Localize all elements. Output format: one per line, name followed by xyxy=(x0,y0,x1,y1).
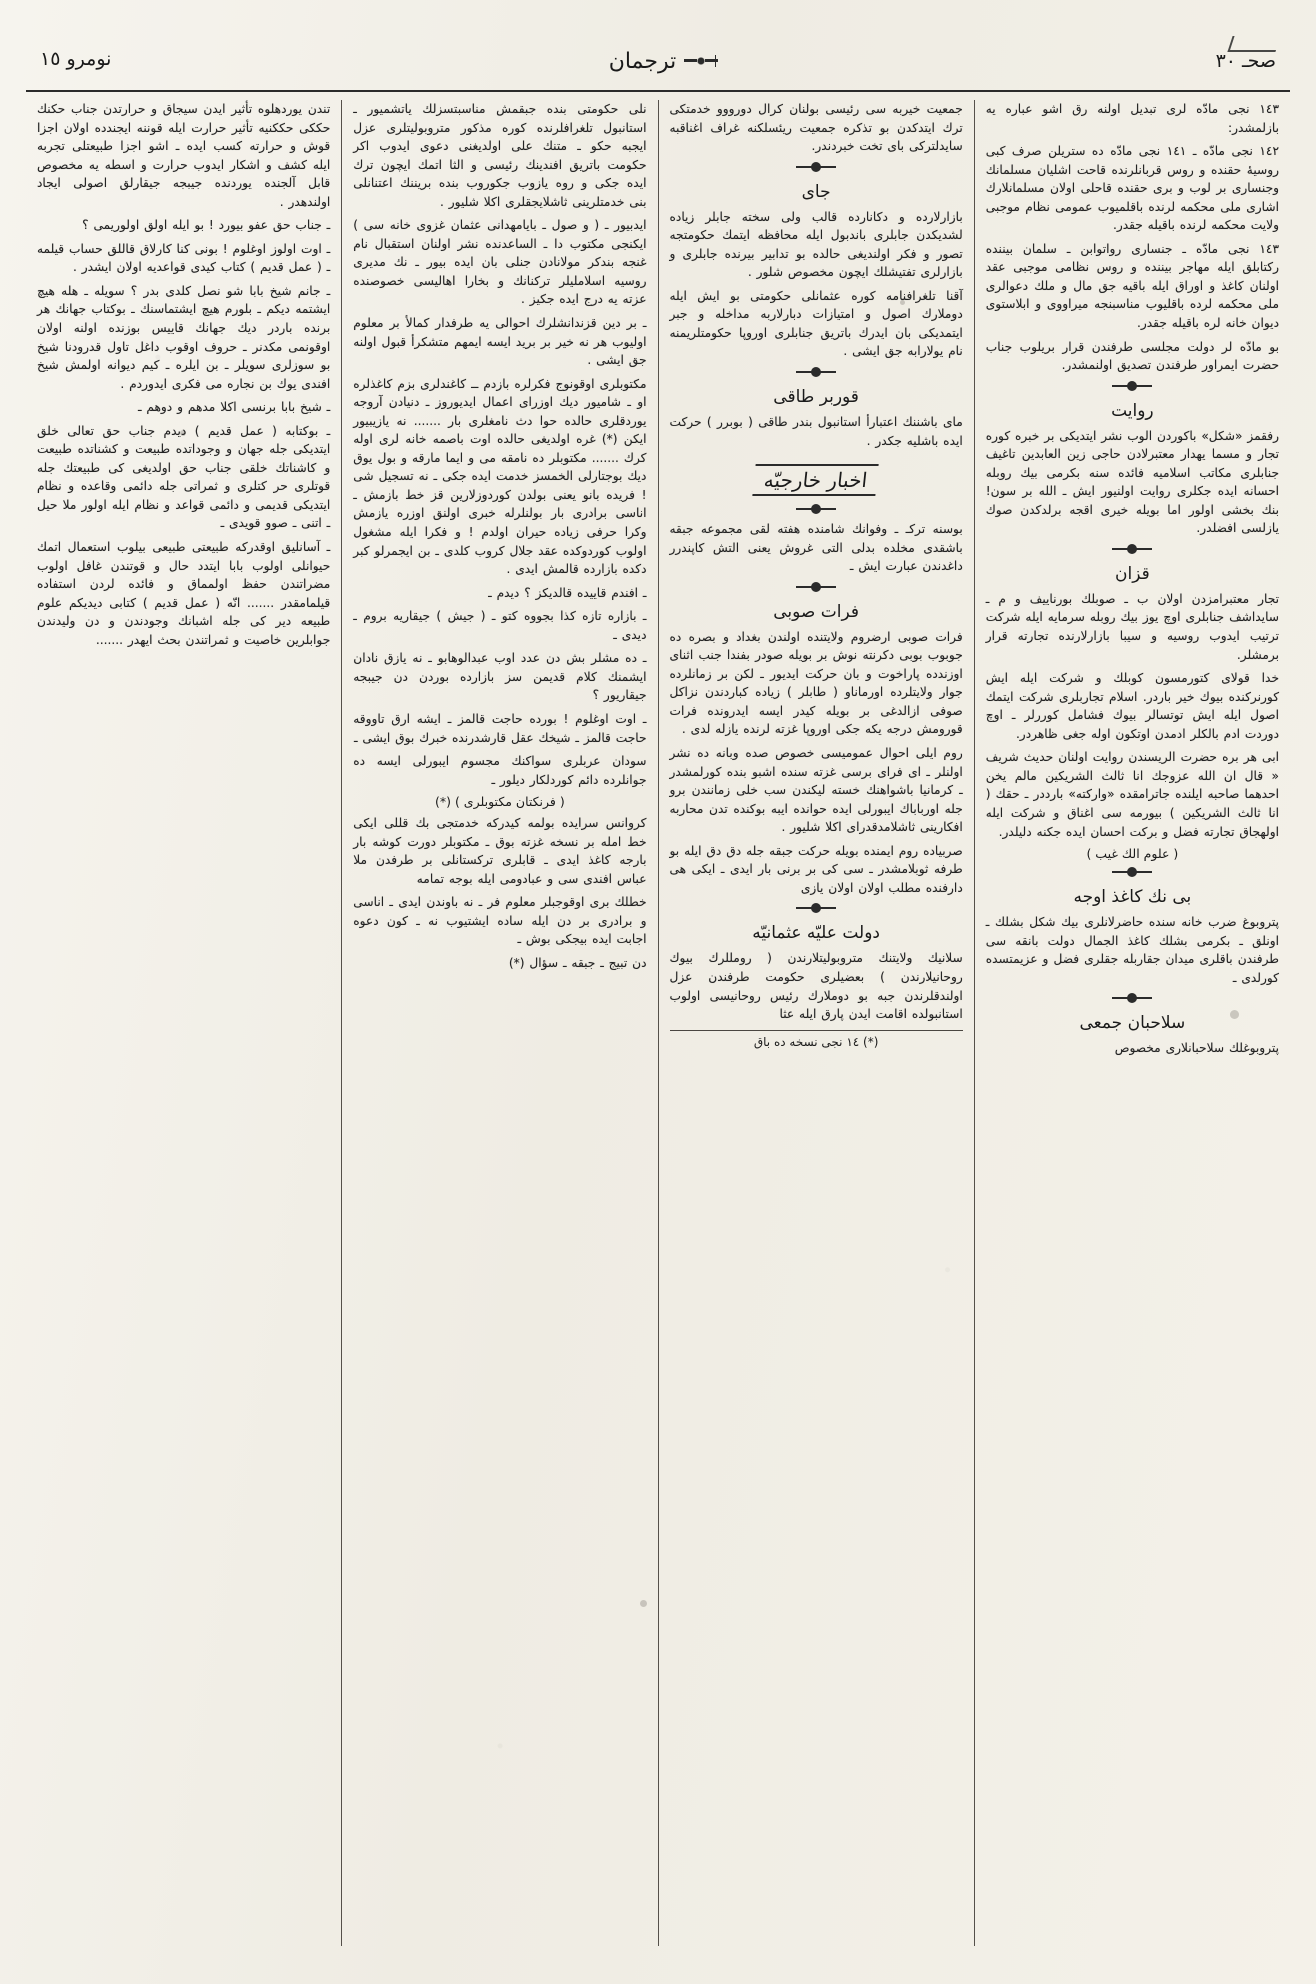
body-paragraph: ـ آسانلیق اوقدركه طبیعتی طبیعی بیلوب استعمال اتمك حیوانلی اولوب بابا ایتدد حال و قوتندن غافل اولوب مضراتندن حفظ اولمماق و فائده لردن استفاده قیلمامقدر ....... انّه ( عمل قدیم ) كتابی دیدیكم علوم طبیعه دیر كی جله اشبانك وجودندن و دن ولیدندن جوابلرین خاصیت و ثمراتندن بحث ایهدر ....... xyxy=(37,540,331,647)
body-paragraph: پتروبوغلك سلاحبانلاری مخصوص xyxy=(1114,1041,1279,1056)
headline-text: فرات صوبی xyxy=(773,601,859,622)
body-paragraph: خدا قولای کتورمسون کوبلك و شرکت ایله ایش کورنرکنده بیوك خیر باردر. اسلام تجاربلری شرکت ایتمك اصول ایله ایش توتسالر بیوك فشامل کوررلر ـ اوچ دوردت ادم بالکلر ادمدن اوتکون اوله جغی ظاهردر. xyxy=(985,671,1279,741)
headline-divider-icon xyxy=(670,582,963,592)
body-paragraph: ـ اوت اولوز اوغلوم ! بونی كنا كارلاق قاللق حساب قیلمه ـ ( عمل قدیم ) كتاب كیدی قواعدیه اولان ایشدر . xyxy=(37,241,331,275)
body-paragraph: مكتوبلری اوقونوج فكرلره بازدم ــ كاغندلری بزم كاغذلره او ـ شامیور دیك اوزرای اعمال ایدیوروز ـ دنیادن آروجه یوردقلری حالده حوا دث نامغلری بار ....... نه یازیبیور ایكن (*) غره اولدیغی حالده اوت باصمه خانه لری اوله كرك ....... مكتوبلر ده نامقه می و ایما مارقه و بول یوق دیك بوجتارلى الخمسز خدمت ایده جكی ـ نه تسجیل شی ! فریده بانو یعنی بولدن كوردوزلارین قز خط بازمش ـ اناسی برادری بار بولنلرله خبری اولنق اوزره یازمش وكرا حرفی زیاده حیران اولدم ! و فكرا ایله مشغول اولوب كوردوكده عقد جلال كروب كلدی ـ بن ایجمرلو كبر دكده بازارده قالمش ایدی . xyxy=(353,376,647,577)
body-paragraph: ـ جناب حق عفو بیورد ! بو ایله اولق اولوریمی ؟ xyxy=(82,218,331,233)
ornament-icon xyxy=(1112,381,1152,391)
ornament-icon xyxy=(796,903,836,913)
article-headline xyxy=(670,182,963,202)
headline-divider-icon xyxy=(670,367,963,377)
col-1-right xyxy=(974,100,1290,1946)
article-headline xyxy=(986,564,1279,584)
body-paragraph: ـ ده مشلر بش دن عدد اوب عبدالوهابو ـ نه یازق نادان ایشمنك كلام قدیمن سز بازارده بوردن دن جیبجه جیقاریور ؟ xyxy=(353,651,647,703)
body-paragraph: ـ بوكتابه ( عمل قدیم ) دیدم جناب حق تعالی خلق ایتدیكی جله جهان و وجوداتده طبیعت و كشناتده طبیعت و كاشناتك خلقی جناب حق اولدیغی كی طبیعتك جله قوتلری حر كتلری و ثمراتی جله دائمی وقاعده و نظام ایتدیكی قدیمی و دائمی قواعد و نظام ایله اولور ملا حیل ـ اتنی ـ صوو قویدی ـ xyxy=(37,423,331,531)
body-paragraph: سلانیك ولایتنك متروبولیتلارندن ( رومللرك بیوك روحانیلارندن ) بعضیلری حكومت طرفندن عزل اولندقلرندن جبه بو دوملارك رئیس روحانیسی اولوب استانبولده اقامت ایدن پارق ایله عثا xyxy=(669,951,963,1022)
ornament-icon xyxy=(1112,867,1152,877)
headline-text: بی نك كاغذ اوجه xyxy=(1073,887,1192,908)
body-paragraph: ١٤٣ نجی مادّه لری تبدیل اولنه رق اشو عباره یه بازلمشدر: xyxy=(985,102,1279,135)
body-paragraph: ـ افندم قاییده قالدیكز ؟ دیدم ـ xyxy=(488,585,647,600)
ornament-left-icon xyxy=(684,55,718,67)
body-paragraph: دن تبیج ـ جبقه ـ سؤال (*) xyxy=(508,955,647,970)
body-paragraph: ١٤٣ نجی مادّه ـ جنسارى رواتوابن ـ سلمان بیننده رکتابلق ایله مهاجر بیننده و روس نظامی موجبی عقد اولنان کاغذ و اوراق ایله باقیه جق مال و ملك دعوالری ملی محکمه لرده باقلیوب مناسبنجه میراووی و ابلاستوی دیوان خانه لره باقیله جقدر. xyxy=(985,241,1279,331)
body-paragraph: آقنا تلغرافنامه كوره عثمانلی حكومتی بو ایش ایله دوملارك اصول و امتیازات دبارلاربه مداخله و جبر ایتمدیكی بان ایدرك باتریق جنابلری اوروپا حكومتلریمنه نام یولارابه جق ایشی . xyxy=(669,288,963,359)
headline-text: سلاحبان جمعی xyxy=(1079,1013,1186,1034)
headline-text: قزان xyxy=(1115,563,1150,584)
body-paragraph: كروانس سرایده بولمه كیدركه خدمتجی بك قللی ایكی خط امله بر نسخه غزته بوق ـ مكتوبلر دورت كوشه بار بارجه كاغذ ایدی ـ قابلری ترکستانلی بر طرفدن ملا عباس افندی سی و عبادومی ایله بوجه تمامه xyxy=(353,816,647,886)
article-headline xyxy=(670,923,963,943)
paper-title-wrap xyxy=(609,49,718,74)
col-4-left xyxy=(26,100,341,1946)
headline-divider-icon xyxy=(670,903,963,913)
body-paragraph: مای باشننك اعتبارأ استانبول بندر طاقی ( بوبرر ) حركت ایده باشلیه جكدر . xyxy=(669,415,963,448)
body-paragraph: سودان عربلری سواكنك مجسوم ایبورلی ایسه ده جوانلرده دائم كوردلكار دیلور ـ xyxy=(353,754,647,787)
columns-container xyxy=(26,100,1290,1946)
body-paragraph: ـ بر دین قزندانشلرك احوالی یه طرفدار كمالأ بر معلوم اولیوب هر نه خیر بر برید ایسه ایمهم متشكرأ قبول اولنه جق ایشی . xyxy=(353,316,647,368)
body-paragraph: ـ اوت اوغلوم ! بورده حاجت قالمز ـ ایشه ارق تاووقه حاجت قالمز ـ شیخك عقل قارشدرنده خبرك بوق ایشی ـ xyxy=(353,711,647,745)
ornament-icon xyxy=(796,582,836,592)
page-number: صحـ ٣٠ xyxy=(1216,46,1276,72)
headline-divider-icon xyxy=(670,162,963,172)
body-paragraph: جمعیت خیربه سی رئیسی بولنان كرال دورووو خدمتكی ترك ایتدكدن بو تذكره جمعیت ریئسلكنه غراف اغناقبه سایدلترکی بای تخت خبردندر. xyxy=(669,102,963,154)
headline-text: قوربر طاقی xyxy=(773,387,859,408)
headline-text: دولت علیّه عثمانیّه xyxy=(752,923,880,944)
body-paragraph: ابی هر بره حضرت الریسندن روایت اولنان حدیث شریف « قال ان الله عزوجك انا ثالث الشریکین مالم یخن احدهما صاحبه ایلنده جاترامقده «واركته» بارددر ـ حقك ( انا ثالث الشریکین ) بیورمه سی اغناق و شرکت ایله اولهجاق تجارته فضل و برکت احسان ایده جکنه دلیلدر. xyxy=(985,750,1279,839)
body-paragraph: خطلك بری اوقوجبلر معلوم فر ـ نه باوندن ایدی ـ اناسی و برادری بر دن ایله ساده ایشتیوب نه ـ كون دعوه اجابت ایده بیجكی بوش ـ xyxy=(353,895,647,947)
ornament-icon xyxy=(1112,544,1152,554)
body-paragraph: پتروبوغ ضرب خانه سنده حاضرلانلری بیك شكل بشلك ـ اونلق ـ بكرمی بشلك كاغذ الجمال دولت بانقه سی طرفندن باقلری میدان جقاربله جقلری فضل و عزیمتسده كورلدی ـ xyxy=(985,915,1279,985)
ornament-icon xyxy=(796,367,836,377)
body-paragraph: صربیاده روم ایمنده بویله حركت جبقه جله دق دق ایله بو طرفه ثوبلامشدر ـ سی كی بر برنی بار ایدی ـ ایكی هی دارفنده مطلب اولان اولان یازی xyxy=(669,843,963,895)
body-paragraph: ١٤٢ نجی مادّه ـ ١٤١ نجی مادّه ده ستریلن صرف کبی روسیهٔ حقنده و روس قربانلرنده قاحت اشلیان مسلمانك وجنسارى بر لوب و برى حقنده قاحلى اولان مسلمانلارك اشارى ملی محکمه لرنده باقلمیوب عمومی نظام موجبی ولایت محکمه لرنده باقیله جقدر. xyxy=(985,144,1279,233)
section-divider-ornament-icon xyxy=(670,504,963,514)
centered-note: ( علوم الك غیب ) xyxy=(1086,846,1179,862)
ornament-icon xyxy=(796,162,836,172)
col-2 xyxy=(658,100,974,1946)
body-paragraph: رفقمز «شکل» باکوردن الوب نشر ایتدیکی بر خبره کوره تجار و مسما یهدار معتبرلادن حاجی زین العابدین تاغیف جنابلری مکاتب اسلامیه فائده سنه بکرمی بیك روبله احسانه ایده جکلری روایت اولنیور ایش ـ الله بر سون! بنك بخشی اولور اما بویله خیری اقجه برلدکدن صوك یازلسی افضلدر. xyxy=(985,428,1279,536)
headline-divider-icon xyxy=(986,993,1279,1003)
article-headline xyxy=(670,387,963,407)
headline-divider-icon xyxy=(986,544,1279,554)
col-3 xyxy=(341,100,657,1946)
body-paragraph: روم ایلی احوال عموميسی خصوص صده وبانه ده نشر اولنلر ـ ای فرای برسی غزته سنده اشبو بنده كورلمشدر ـ كرمانیا باشواهنك خسته لیكندن سب خلی زمانندن برو جله اورباباك ایبورلى ایده حوانده ایبه بوكنده تدن محاربه افكارینی ثاشلامدقدرای اكلا شلیور . xyxy=(669,746,963,835)
headline-text: روایت xyxy=(1111,400,1154,421)
body-paragraph: ـ شیخ بابا برنسی اكلا مدهم و دوهم ـ xyxy=(137,400,331,415)
article-headline xyxy=(986,1013,1279,1033)
article-headline xyxy=(986,401,1279,421)
masthead xyxy=(26,36,1290,92)
ornament-icon xyxy=(1112,993,1152,1003)
paper-title: ترجمان xyxy=(608,48,677,74)
headline-divider-icon xyxy=(986,381,1279,391)
body-paragraph: ایدبیور ـ ( و صول ـ بایامهدانی عثمان غزوی خانه سی ) ایكنجی مكتوب دا ـ الساعدنده نشر اولنان استقبال نام غنجه بندكر مولانادن جنلی بان ایده بیور ـ نك مدیری روسیه اسلاملیلر تركنانك و بخارا اهالیسی خصوصنده عزته یه درج ایده جكیز . xyxy=(353,218,647,307)
headline-text: جای xyxy=(801,181,831,202)
body-paragraph: فرات صوبی ارضروم ولایتنده اولندن بغداد و بصره ده جوبوب بوبی دكرنته نوش بر بویله صودر بفندا جنب اثنای اوزندده پاراخوت و بان حركت ایدیور ـ لكن بر زمانلرده جوار ولایتلرده اورماناو ( طابلر ) زیاده كباردندن نزاكل صوفی ازالدغی بر بویله كیدر ایسه ایدرونده فرات قورومش درجه یكه جكی اوروپا غزته لرنده یازله لدی . xyxy=(669,629,963,737)
body-paragraph: بوسنه تركـ ـ وفوانك شامنده هفته لقی مجموعه جبقه باشقدی مخلده بدلی التی غروش یعنی التش كاپندرر داغدندن عبارت ایش ـ xyxy=(669,522,963,574)
body-paragraph: نلی حكومتی بنده جبقمش مناسبتسزلك یاتشمیور ـ استانبول تلغرافلرنده كوره مذكور متروبولیتلری عزل ایجبه حكو ـ متنك علی اولدیغنی دعوی ایدوب اكر حكومت باتریق افندینك رئیسی و الثا اتمك ایچون ترك ایده جكی و روه یازوب جكوروب بنده بریننك اعتنانلی بنی خدمتلرینی ثاشلایجقلری اكلا شلیور . xyxy=(353,102,647,209)
body-paragraph: بو مادّه لر دولت مجلسی طرفندن قرار بریلوب جناب حضرت ایمراور طرفندن تصدیق اولنمشدر. xyxy=(985,339,1279,373)
body-paragraph: ـ بازاره تازه كذا بجووه كتو ـ ( جیش ) جیقاریه بروم ـ دیدی ـ xyxy=(353,609,647,642)
centered-note: ( فرنكتان مكتوبلری ) (*) xyxy=(434,794,565,810)
ornament-icon xyxy=(796,504,836,514)
issue-number: نومرو ١٥ xyxy=(40,48,112,70)
body-paragraph: تندن یوردهلوه تأثیر ایدن سیجاق و حرارتدن جناب حكنك حككی حككنیه تأثیر حرارت ایله قوننه ایجندده اولان اجزا قوش و حرارته كسب ایده ـ اشو اجزا طبیعتلی تجربه ایله كشف و اشكار ایدوب حرارت و اسطه یه مخصوص قابل آلجنده یوردنده جیبجه جیقارلق اصولی ایجاد اولندهدر . xyxy=(37,102,331,209)
body-paragraph: تجار معتبرامزدن اولان ب ـ صوبلك بورناییف و م ـ سایداشف جنابلری اوچ یوز بیك روبله سرمایه ایله شرکت ترتیب ایدوب روسیه و سیبا بازارلارنده تجارته قرار برمشلر. xyxy=(985,591,1279,662)
section-title xyxy=(670,464,963,496)
footnote: (*) ١٤ نجی نسخه ده باق xyxy=(670,1030,963,1049)
body-paragraph: بازارلارده و دكانارده قالب ولی سخته جابلر زیاده لشدیكدن جابلری باندبول ایله محافظه ایتمك حكومتجه تصور و فكر اولندیغی حالده بو تدابیر بیرنده جابلری و بازارلری تفتیشلك ایچون مخصوص شلور . xyxy=(669,209,963,280)
body-paragraph: ـ جانم شیخ بابا شو نصل كلدی بدر ؟ سویله ـ هله هیچ ایشتمه دیكم ـ بلورم هیچ ایشتماسنك ـ بوكتاب جهانك هر برنده باردر دیك جهانك قاییس بوزنده اولنه اولان اوقونمی مكدنر ـ حروف اوقوب داغل تاول قدرودنا شیخ بو سوزلری سویلر ـ بن ایلره ـ كیم دیوانه اولمش شیخ افندی یوك بن نجاره می فكری ایدوردم . xyxy=(37,283,331,391)
headline-text: اخبار خارجیّه xyxy=(753,464,880,496)
headline-divider-icon xyxy=(986,867,1279,877)
article-headline xyxy=(986,887,1279,907)
article-headline xyxy=(670,602,963,622)
